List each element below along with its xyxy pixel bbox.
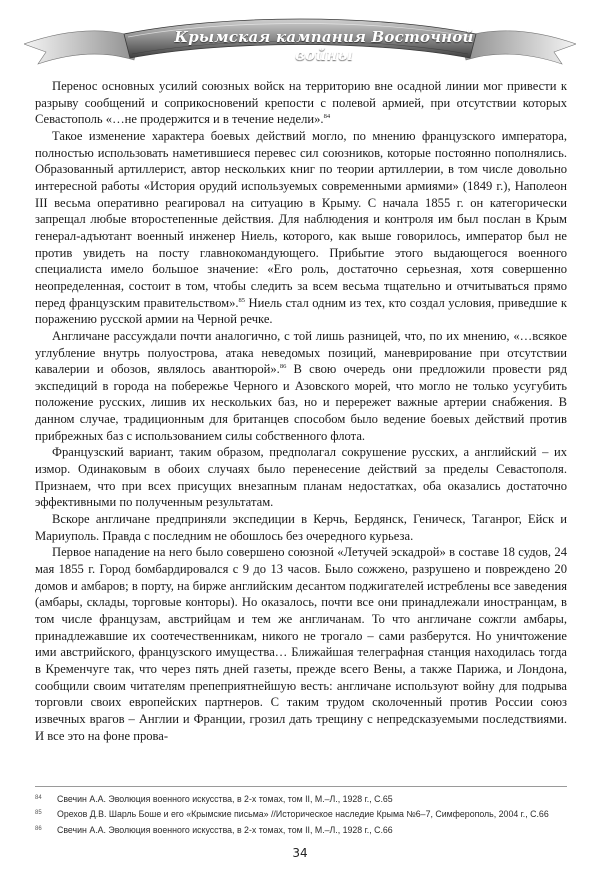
footnote: [35, 822, 567, 837]
footnote: [35, 806, 567, 821]
paragraph: Первое нападение на него было совершено союзной «Летучей эскадрой» в составе 18 судов, 24 мая 1855 г. Город бомбардировался с 9 до 13 часов. Было сожжено, разрушено и повреждено 20 домов и амбаров; в порту, на бирже английским десантом поджигателей истреблены все заведения (амбары, склады, торговые конторы). Но оказалось, почти все они принадлежали иностранцам, в том числе французам, австрийцам и тем же англичанам. То что англичане сожгли амбары, принадлежавшие их соотечественникам, никого не трогало – сами разберутся. Но уничтожение ими австрийского, французского имущества… Ближайшая телеграфная станция находилась тогда в Кременчуге так, что через пять дней газеты, прежде всего Вены, а также Парижа, и Лондона, сообщили своим читателям препеприятнейшую весть: англичане используют войну для подрыва торговли своих европейских партнеров. С таким трудом сколоченный против России союз извечных врагов – Англии и Франции, грозил дать трещину с непредсказуемыми последствиями. И все это на фоне прова-: [35, 545, 567, 743]
footnote-ref: 85: [238, 296, 246, 304]
paragraph: Англичане рассуждали почти аналогично, с той лишь разницей, что, по их мнению, «…всякое углубление внутрь полуострова, атака неведомых позиций, маневрирование при отсутствии кавалерии и обозов, являлось авантюрой».$^{86}$ В свою очередь они предложили провести ряд экспедиций в города на побережье Черного и Азовского морей, что могло не только усугубить положение русских, лишив их нескольких баз, но и перережет важные артерии снабжения. В данном случае, традиционным для британцев способом было ведение боевых действий против прибрежных баз с использованием силы собственного флота.: [35, 328, 567, 443]
footnote-number: 86: [35, 825, 42, 832]
footnote-ref: 86: [279, 363, 287, 371]
page-number: 34: [292, 846, 308, 860]
footnote-text: Орехов Д.В. Шарль Боше и его «Крымские письма» //Историческое наследие Крыма №6–7, Симферополь, 2004 г., С.66: [57, 809, 549, 820]
chapter-title: Крымская кампания Восточной войны: [174, 28, 474, 64]
footnote-number: 84: [35, 795, 42, 801]
footnote-divider: [35, 786, 567, 787]
paragraph: Вскоре англичане предприняли экспедиции в Керчь, Бердянск, Геническ, Таганрог, Ейск и Мариуполь. Правда с последним не обошлось без очередного курьеза.: [35, 512, 567, 543]
footnote-ref: 84: [323, 113, 331, 121]
footnote-number: 85: [35, 810, 42, 817]
chapter-banner: [24, 8, 576, 66]
footnote-text: Свечин А.А. Эволюция военного искусства, в 2-х томах, том II, М.–Л., 1928 г., С.66: [57, 824, 393, 835]
paragraph: Французский вариант, таким образом, предполагал сокрушение русских, а английский – их измор. Одинаковым в обоих случаях было перенесение действий за пределы Севастополя. Признаем, что при всех присущих внезапным планам недостатках, оба оказались достаточно эффективными по полученным результатам.: [35, 445, 567, 510]
paragraph: Такое изменение характера боевых действий могло, по мнению французского императора, полностью использовать наметившиеся перевес сил союзников, которые постоянно пополнялись. Образованный артиллерист, автор нескольких книг по теории артиллерии, в том числе довольно интересной работы «История орудий используемых современными армиями» (1849 г.), Наполеон III весьма оперативно реагировал на ситуацию в Крыму. С начала 1855 г. он категорически запрещал любые второстепенные действия. Для наблюдения и контроля им был послан в Крым генерал-адъютант военный инженер Ниель, которого, как выше говорилось, император был не против увидеть на посту главнокомандующего. Прибытие этого выдающегося военного специалиста имело большое значение: «Его роль, достаточно серьезная, хотя совершенно неопределенная, состоит в том, чтобы следить за всем весьма тщательно и отчитываться прямо перед французским правительством».$^{85}$ Ниель стал одним из тех, кто создал условия, приведшие к поражению русской армии на Черной речке.: [35, 128, 567, 327]
footnote-text: Свечин А.А. Эволюция военного искусства, в 2-х томах, том II, М.–Л., 1928 г., С.65: [57, 794, 393, 804]
footnote: [35, 791, 567, 806]
footnotes: [35, 791, 567, 837]
paragraph: Перенос основных усилий союзных войск на территорию вне осадной линии мог привести к разрыву сообщений и соприкосновений крепости с полевой армией, при отсутствии которых Севастополь «…не продержится и в течение недели».$^{84}$: [35, 79, 567, 127]
article-body: [35, 78, 567, 744]
